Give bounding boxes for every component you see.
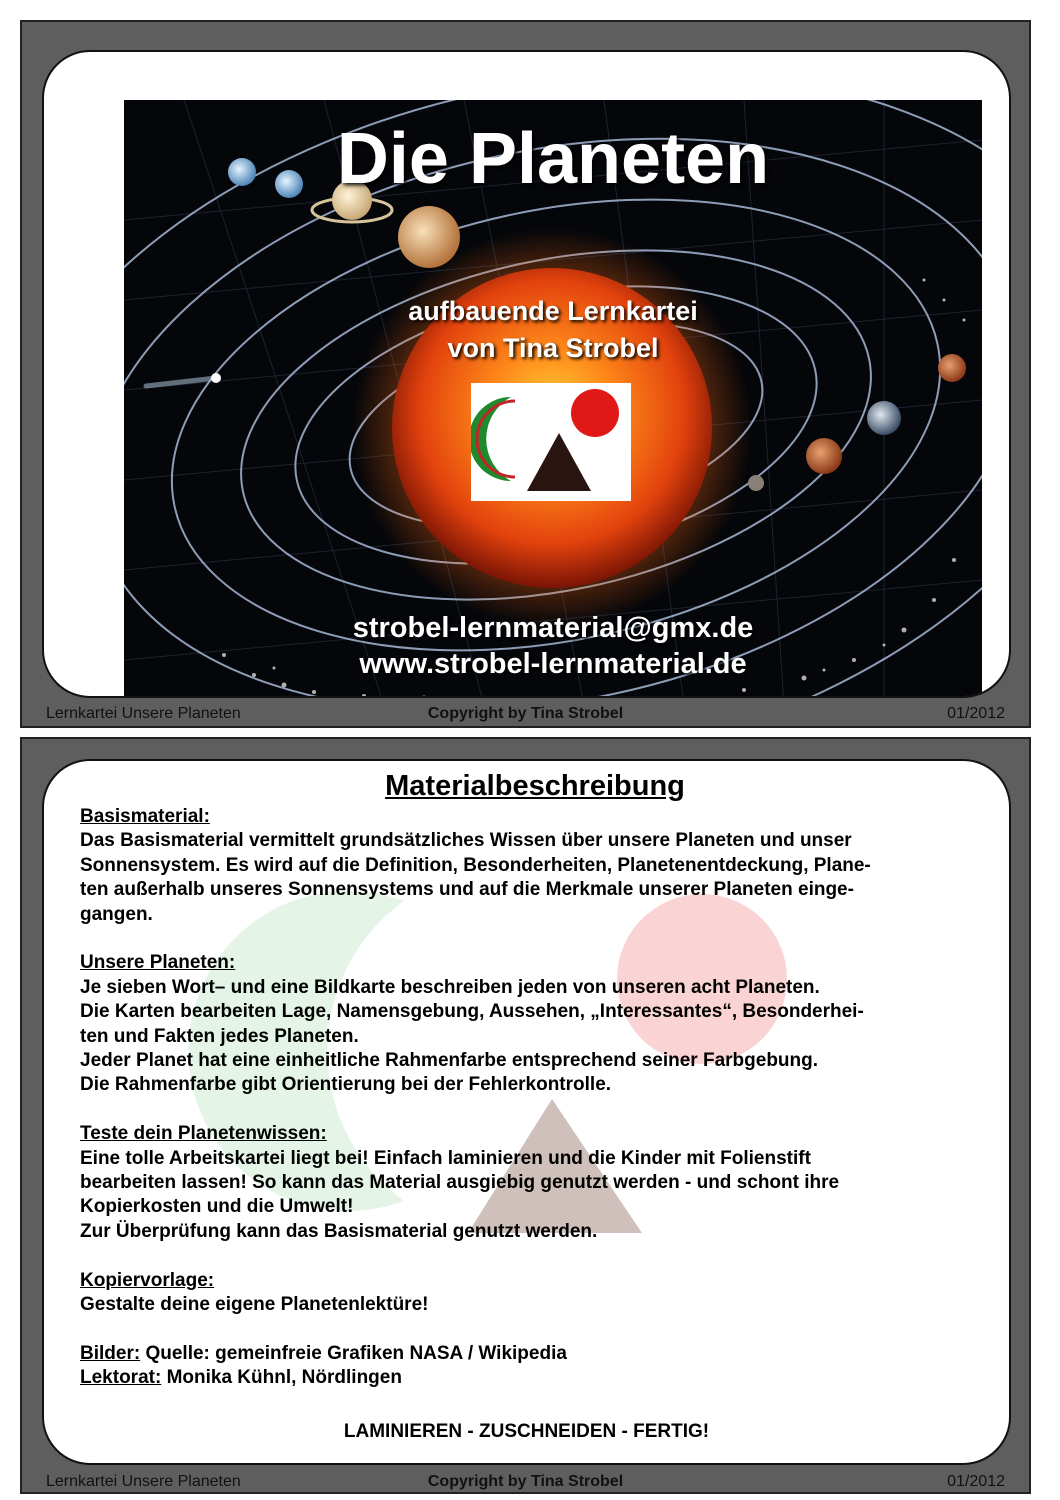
credits-images-label: Bilder: [80,1342,141,1364]
description-footer [22,1470,1029,1496]
credits-images [80,1342,990,1366]
cover-title: Die Planeten [336,119,770,199]
kopier-line: Gestalte deine eigene Planetenlektüre! [80,1294,429,1316]
basis-line: ten außerhalb unseres Sonnensystems und auf die Merkmale unserer Planeten einge- [80,879,854,901]
planeten-line: Je sieben Wort– und eine Bildkarte beschreiben jeden von unseren acht Planeten. [80,976,820,998]
credits-editing-label: Lektorat: [80,1367,162,1389]
footer-date: 01/2012 [947,1473,1005,1490]
section-heading-basismaterial: Basismaterial: [80,806,210,827]
earth [867,401,901,435]
cover-subtitle-line2: von Tina Strobel [447,333,659,363]
solar-system-image [124,100,982,698]
contact-website: www.strobel-lernmaterial.de [359,648,747,680]
section-heading-teste: Teste dein Planetenwissen: [80,1123,327,1145]
teste-line: Eine tolle Arbeitskartei liegt bei! Einfach laminieren und die Kinder mit Folienstift [80,1147,811,1169]
section-heading-kopiervorlage: Kopiervorlage: [80,1269,215,1291]
contact-email: strobel-lernmaterial@gmx.de [352,612,754,644]
comet [211,373,221,383]
teste-line: Kopierkosten und die Umwelt! [80,1196,354,1218]
section-heading-unsere-planeten: Unsere Planeten: [80,952,236,974]
finish-instruction: LAMINIEREN - ZUSCHNEIDEN - FERTIG! [343,1421,710,1442]
description-title: Materialbeschreibung [385,770,685,802]
planeten-line: Die Rahmenfarbe gibt Orientierung bei der Fehlerkontrolle. [80,1074,612,1096]
cover-footer [22,702,1029,728]
credits-editing-text: Monika Kühnl, Nördlingen [161,1367,402,1389]
cover-inner-panel [42,50,1011,698]
footer-copyright: Copyright by Tina Strobel [427,705,624,722]
footer-series-name: Lernkartei Unsere Planeten [46,705,241,722]
material-description [80,769,990,1391]
credits-editing [80,1366,990,1390]
description-inner-panel [42,759,1011,1465]
logo-shapes-icon [471,383,631,501]
venus [806,438,842,474]
basis-line: gangen. [80,903,153,925]
planeten-line: Die Karten bearbeiten Lage, Namensgebung, Aussehen, „Interessantes“, Besonderhei- [80,1001,864,1023]
cover-subtitle-line1: aufbauende Lernkartei [408,296,698,326]
description-card [20,737,1031,1494]
cover-card [20,20,1031,728]
footer-date: 01/2012 [947,705,1005,722]
footer-copyright: Copyright by Tina Strobel [427,1473,624,1490]
footer-series-name: Lernkartei Unsere Planeten [46,1473,241,1490]
mercury [748,475,764,491]
teste-line: Zur Überprüfung kann das Basismaterial genutzt werden. [80,1220,598,1242]
teste-line: bearbeiten lassen! So kann das Material ausgiebig genutzt werden - und schont ihre [80,1172,840,1194]
jupiter [398,206,460,268]
publisher-logo [471,383,631,501]
basis-line: Das Basismaterial vermittelt grundsätzliches Wissen über unsere Planeten und unser [80,830,852,852]
planeten-line: ten und Fakten jedes Planeten. [80,1025,359,1047]
credits-images-text: Quelle: gemeinfreie Grafiken NASA / Wikipedia [140,1342,567,1364]
basis-line: Sonnensystem. Es wird auf die Definition, Besonderheiten, Planetenentdeckung, Plane- [80,854,871,876]
planeten-line: Jeder Planet hat eine einheitliche Rahmenfarbe entsprechend seiner Farbgebung. [80,1050,819,1072]
